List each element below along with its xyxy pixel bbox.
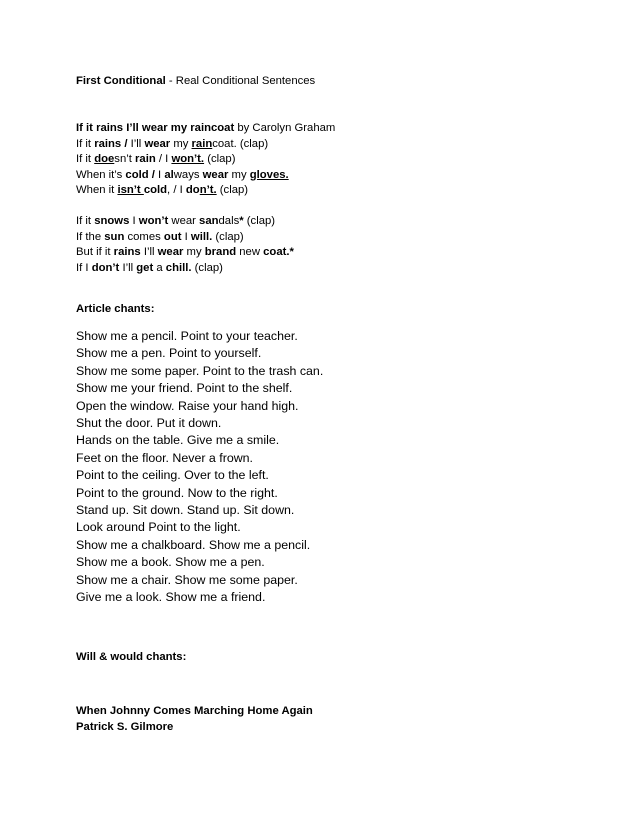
chant-line: Show me a chair. Show me some paper. [76, 572, 298, 587]
poem-stanza-1 [76, 137, 335, 199]
stanza-2-line: But if it rains I’ll wear my brand new coat.* [76, 246, 294, 258]
chant-line: Give me a look. Show me a friend. [76, 590, 266, 605]
chant-line: Open the window. Raise your hand high. [76, 398, 299, 413]
poem-title-line [76, 121, 335, 137]
stanza-1-line: If it doesn’t rain / I won’t. (clap) [76, 153, 236, 165]
song-author: Patrick S. Gilmore [76, 720, 174, 733]
poem-rains [76, 121, 335, 276]
chant-line: Show me your friend. Point to the shelf. [76, 381, 293, 396]
stanza-1-line: When it’s cold / I always wear my gloves. [76, 168, 289, 181]
chant-line: Show me a pencil. Point to your teacher. [76, 329, 298, 343]
poem-author: by Carolyn Graham [234, 122, 336, 134]
chant-line: Shut the door. Put it down. [76, 416, 222, 431]
poem-stanza-2 [76, 214, 335, 276]
chant-line: Look around Point to the light. [76, 520, 241, 535]
chant-line: Point to the ceiling. Over to the left. [76, 468, 269, 483]
chant-line: Stand up. Sit down. Stand up. Sit down. [76, 503, 295, 518]
chant-line: Show me some paper. Point to the trash can. [76, 363, 324, 378]
article-chants-heading: Article chants: [76, 303, 155, 315]
stanza-2-line: If it snows I won’t wear sandals* (clap) [76, 215, 276, 227]
document-title [76, 74, 315, 90]
chant-line: Show me a pen. Point to yourself. [76, 346, 262, 361]
chant-line: Hands on the table. Give me a smile. [76, 433, 280, 448]
chant-line: Show me a book. Show me a pen. [76, 555, 265, 570]
song-title: When Johnny Comes Marching Home Again [76, 705, 313, 717]
title-bold: First Conditional [76, 75, 166, 87]
poem-title: If it rains I’ll wear my raincoat [76, 122, 235, 134]
chant-line: Feet on the floor. Never a frown. [76, 450, 254, 465]
title-rest: - Real Conditional Sentences [165, 75, 316, 87]
song-title-block [76, 704, 313, 735]
article-chants-list [76, 328, 323, 607]
will-would-heading: Will & would chants: [76, 651, 187, 663]
stanza-1-line: If it rains / I’ll wear my raincoat. (clap) [76, 137, 269, 150]
stanza-2-line: If the sun comes out I will. (clap) [76, 230, 244, 243]
chant-line: Show me a chalkboard. Show me a pencil. [76, 537, 311, 552]
stanza-1-line: When it isn’t cold, / I don’t. (clap) [76, 184, 249, 196]
stanza-2-line: If I don’t I’ll get a chill. (clap) [76, 261, 223, 274]
chant-line: Point to the ground. Now to the right. [76, 485, 278, 500]
